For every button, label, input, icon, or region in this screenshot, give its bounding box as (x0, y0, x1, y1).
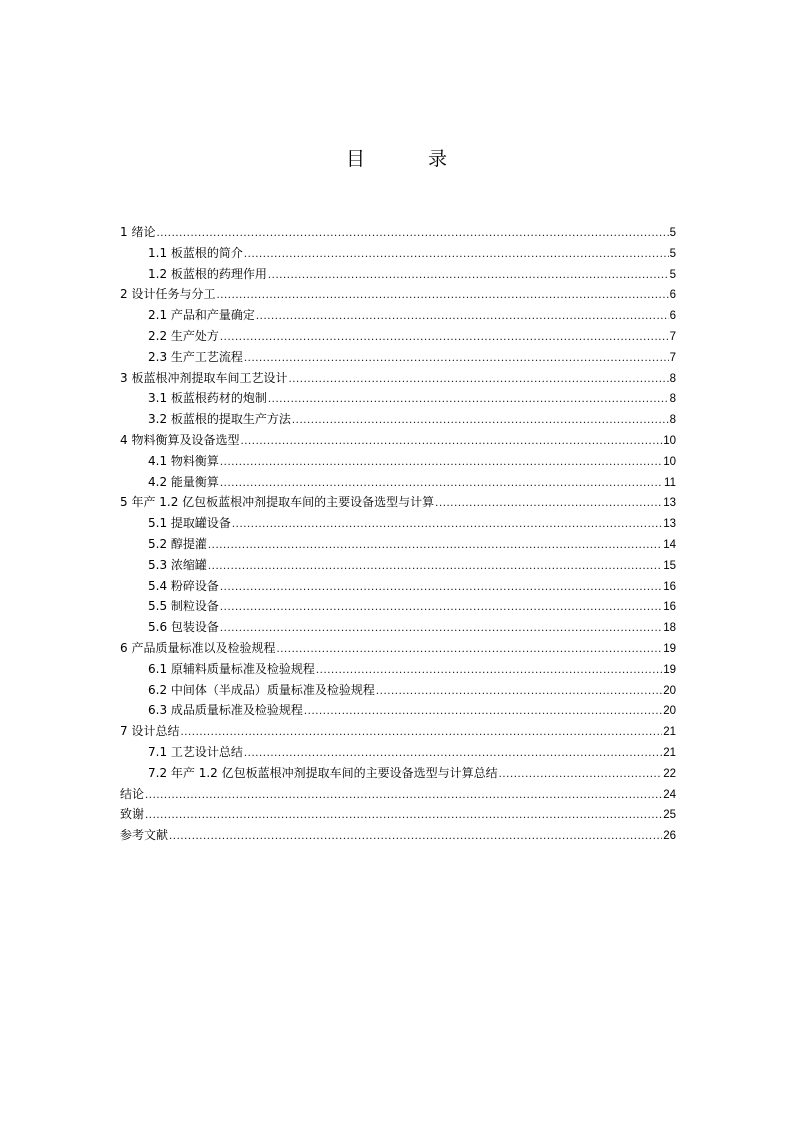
toc-entry[interactable] (120, 617, 676, 638)
toc-entry[interactable] (120, 596, 676, 617)
toc-entry-title: 2 设计任务与分工 (120, 287, 216, 302)
toc-entry-page-number: 7 (669, 351, 676, 364)
toc-dot-leader (220, 474, 663, 495)
toc-entry[interactable] (120, 430, 676, 451)
toc-entry-title: 5.5 制粒设备 (148, 599, 219, 614)
toc-entry-title: 3 板蓝根冲剂提取车间工艺设计 (120, 370, 288, 385)
toc-entry-page-number: 8 (669, 372, 676, 385)
toc-entry-page-number: 6 (669, 289, 676, 302)
toc-entry-title: 7 设计总结 (120, 724, 180, 739)
toc-dot-leader (376, 682, 662, 703)
toc-entry-title: 6.3 成品质量标准及检验规程 (148, 703, 303, 718)
toc-entry-page-number: 5 (669, 247, 676, 260)
toc-entry-page-number: 24 (663, 788, 676, 801)
toc-entry-page-number: 26 (663, 830, 676, 843)
toc-entry-page-number: 5 (669, 268, 676, 281)
toc-entry-title: 4.2 能量衡算 (148, 474, 219, 489)
toc-entry-title: 致谢 (120, 807, 145, 822)
toc-entry-title: 2.2 生产处方 (148, 328, 219, 343)
toc-dot-leader (169, 827, 662, 848)
toc-dot-leader (244, 349, 669, 370)
toc-entry-title: 6.2 中间体（半成品）质量标准及检验规程 (148, 682, 375, 697)
toc-entry[interactable] (120, 326, 676, 347)
toc-dot-leader (316, 661, 662, 682)
toc-entry-title: 5.4 粉碎设备 (148, 578, 219, 593)
toc-dot-leader (268, 390, 669, 411)
toc-entry[interactable] (120, 576, 676, 597)
toc-dot-leader (268, 266, 669, 287)
toc-entry[interactable] (120, 264, 676, 285)
toc-entry-title: 5.2 醇提灌 (148, 536, 207, 551)
toc-entry[interactable] (120, 388, 676, 409)
toc-entry-title: 6.1 原辅料质量标准及检验规程 (148, 661, 315, 676)
toc-entry[interactable] (120, 243, 676, 264)
toc-entry-page-number: 10 (663, 455, 676, 468)
toc-entry[interactable] (120, 284, 676, 305)
toc-entry-page-number: 20 (663, 705, 676, 718)
toc-entry-title: 2.3 生产工艺流程 (148, 349, 243, 364)
toc-entry-title: 7.2 年产 1.2 亿包板蓝根冲剂提取车间的主要设备选型与计算总结 (148, 765, 498, 780)
toc-dot-leader (244, 744, 662, 765)
toc-entry-title: 参考文献 (120, 828, 169, 843)
toc-entry[interactable] (120, 721, 676, 742)
toc-dot-leader (499, 765, 663, 786)
toc-dot-leader (244, 245, 669, 266)
toc-entry-title: 结论 (120, 786, 145, 801)
toc-entry-title: 5 年产 1.2 亿包板蓝根冲剂提取车间的主要设备选型与计算 (120, 495, 435, 510)
toc-entry[interactable] (120, 534, 676, 555)
toc-entry[interactable] (120, 492, 676, 513)
toc-entry-page-number: 19 (663, 663, 676, 676)
toc-dot-leader (180, 723, 662, 744)
toc-entry-title: 5.1 提取罐设备 (148, 516, 231, 531)
page-title: 目 录 (345, 148, 469, 170)
toc-entry[interactable] (120, 638, 676, 659)
toc-entry-title: 4.1 物料衡算 (148, 453, 219, 468)
toc-entry-page-number: 11 (664, 476, 676, 489)
toc-dot-leader (220, 328, 669, 349)
toc-dot-leader (304, 702, 662, 723)
toc-entry-page-number: 20 (663, 684, 676, 697)
toc-entry-page-number: 25 (663, 809, 676, 822)
toc-entry-page-number: 16 (663, 580, 676, 593)
toc-dot-leader (220, 453, 662, 474)
toc-entry-page-number: 13 (663, 497, 676, 510)
toc-entry[interactable] (120, 368, 676, 389)
toc-dot-leader (220, 619, 662, 640)
toc-entry[interactable] (120, 513, 676, 534)
toc-dot-leader (435, 494, 662, 515)
toc-entry[interactable] (120, 763, 676, 784)
toc-dot-leader (156, 224, 668, 245)
toc-dot-leader (216, 286, 668, 307)
toc-entry[interactable] (120, 451, 676, 472)
toc-dot-leader (220, 598, 662, 619)
toc-entry[interactable] (120, 347, 676, 368)
toc-dot-leader (240, 432, 662, 453)
toc-entry[interactable] (120, 409, 676, 430)
table-of-contents (120, 222, 676, 846)
toc-dot-leader (276, 640, 662, 661)
toc-entry-title: 2.1 产品和产量确定 (148, 308, 255, 323)
toc-entry[interactable] (120, 555, 676, 576)
toc-entry-title: 3.2 板蓝根的提取生产方法 (148, 412, 291, 427)
toc-entry-page-number: 21 (663, 746, 676, 759)
toc-entry-title: 1.1 板蓝根的简介 (148, 245, 243, 260)
toc-entry-page-number: 19 (663, 642, 676, 655)
toc-entry-title: 5.6 包装设备 (148, 620, 219, 635)
toc-entry-title: 1.2 板蓝根的药理作用 (148, 266, 267, 281)
toc-entry-page-number: 13 (663, 518, 676, 531)
toc-dot-leader (256, 307, 669, 328)
toc-dot-leader (145, 786, 662, 807)
toc-entry-page-number: 16 (663, 601, 676, 614)
toc-entry-title: 7.1 工艺设计总结 (148, 744, 243, 759)
toc-entry[interactable] (120, 825, 676, 846)
toc-dot-leader (208, 557, 662, 578)
toc-entry[interactable] (120, 784, 676, 805)
toc-dot-leader (292, 411, 669, 432)
toc-entry-title: 6 产品质量标准以及检验规程 (120, 640, 276, 655)
toc-entry-page-number: 5 (669, 227, 676, 239)
toc-dot-leader (220, 578, 662, 599)
toc-entry-page-number: 7 (669, 330, 676, 343)
toc-entry-page-number: 8 (669, 414, 676, 427)
toc-entry-title: 4 物料衡算及设备选型 (120, 432, 240, 447)
toc-entry[interactable] (120, 680, 676, 701)
toc-entry-page-number: 10 (663, 434, 676, 447)
toc-entry-page-number: 14 (663, 538, 676, 551)
toc-entry[interactable] (120, 742, 676, 763)
toc-entry-title: 3.1 板蓝根药材的炮制 (148, 391, 267, 406)
toc-entry-title: 5.3 浓缩罐 (148, 557, 207, 572)
toc-entry-page-number: 18 (663, 622, 676, 635)
toc-dot-leader (208, 536, 662, 557)
toc-entry-page-number: 21 (663, 726, 676, 739)
toc-entry-page-number: 8 (669, 393, 676, 406)
toc-entry-page-number: 15 (663, 559, 676, 572)
toc-entry[interactable] (120, 700, 676, 721)
toc-entry[interactable] (120, 222, 676, 243)
toc-dot-leader (232, 515, 662, 536)
toc-entry[interactable] (120, 305, 676, 326)
toc-entry-page-number: 6 (669, 310, 676, 323)
toc-entry[interactable] (120, 659, 676, 680)
toc-dot-leader (288, 370, 668, 391)
toc-entry[interactable] (120, 472, 676, 493)
toc-dot-leader (145, 806, 662, 827)
toc-entry-page-number: 22 (663, 767, 676, 780)
toc-entry-title: 1 绪论 (120, 225, 156, 239)
toc-entry[interactable] (120, 804, 676, 825)
